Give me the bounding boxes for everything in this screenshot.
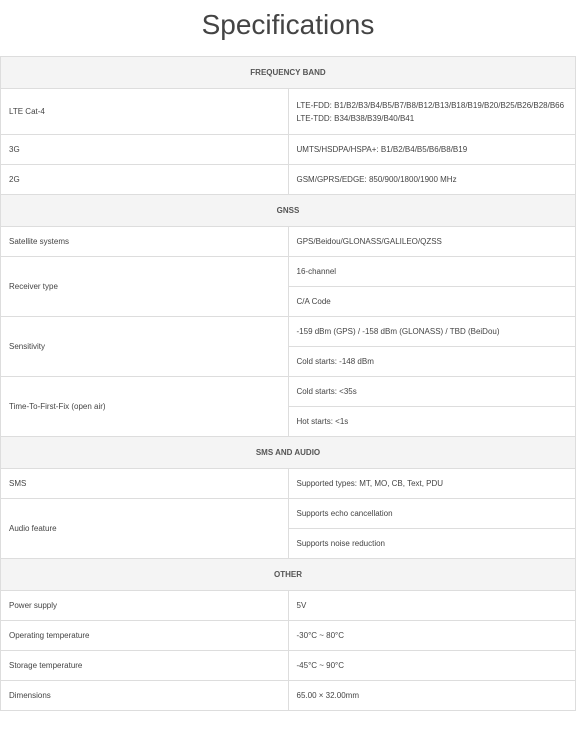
spec-label: Operating temperature (1, 621, 289, 651)
spec-label: 3G (1, 135, 289, 165)
spec-value: GPS/Beidou/GLONASS/GALILEO/QZSS (288, 227, 576, 257)
spec-table (0, 56, 576, 711)
spec-label: 2G (1, 165, 289, 195)
spec-label: LTE Cat-4 (1, 89, 289, 135)
table-row (1, 227, 576, 257)
spec-label: Power supply (1, 591, 289, 621)
spec-value: Cold starts: <35s (288, 377, 576, 407)
spec-value: Cold starts: -148 dBm (288, 347, 576, 377)
spec-label: Satellite systems (1, 227, 289, 257)
section-other (1, 559, 576, 591)
spec-value: UMTS/HSDPA/HSPA+: B1/B2/B4/B5/B6/B8/B19 (288, 135, 576, 165)
spec-label: Receiver type (1, 257, 289, 317)
spec-value: GSM/GPRS/EDGE: 850/900/1800/1900 MHz (288, 165, 576, 195)
spec-label: Audio feature (1, 499, 289, 559)
section-heading: SMS AND AUDIO (1, 437, 576, 469)
table-row (1, 89, 576, 135)
section-heading: GNSS (1, 195, 576, 227)
section-gnss (1, 195, 576, 227)
table-row (1, 621, 576, 651)
page-title: Specifications (201, 9, 375, 40)
spec-label: Time-To-First-Fix (open air) (1, 377, 289, 437)
spec-value: Supports noise reduction (288, 529, 576, 559)
spec-value: Supports echo cancellation (288, 499, 576, 529)
spec-value-line: LTE-FDD: B1/B2/B3/B4/B5/B7/B8/B12/B13/B18/B19/B20/B25/B26/B28/B66 (296, 100, 565, 110)
spec-value: 16-channel (288, 257, 576, 287)
section-sms-audio (1, 437, 576, 469)
table-row (1, 651, 576, 681)
section-frequency-band (1, 57, 576, 89)
spec-value: -45°C ~ 90°C (288, 651, 576, 681)
table-row (1, 469, 576, 499)
table-row (1, 377, 576, 407)
section-heading: FREQUENCY BAND (1, 57, 576, 89)
spec-value (288, 89, 576, 135)
section-heading: OTHER (1, 559, 576, 591)
spec-value: 5V (288, 591, 576, 621)
spec-value: Supported types: MT, MO, CB, Text, PDU (288, 469, 576, 499)
spec-value: -159 dBm (GPS) / -158 dBm (GLONASS) / TBD (BeiDou) (288, 317, 576, 347)
spec-label: Dimensions (1, 681, 289, 711)
table-row (1, 499, 576, 529)
spec-value-line: LTE-TDD: B34/B38/B39/B40/B41 (296, 113, 415, 123)
spec-value: Hot starts: <1s (288, 407, 576, 437)
spec-label: Storage temperature (1, 651, 289, 681)
table-row (1, 681, 576, 711)
spec-label: SMS (1, 469, 289, 499)
table-row (1, 591, 576, 621)
spec-value: -30°C ~ 80°C (288, 621, 576, 651)
spec-value: 65.00 × 32.00mm (288, 681, 576, 711)
table-row (1, 257, 576, 287)
table-row (1, 317, 576, 347)
table-row (1, 135, 576, 165)
table-row (1, 165, 576, 195)
spec-label: Sensitivity (1, 317, 289, 377)
spec-value: C/A Code (288, 287, 576, 317)
